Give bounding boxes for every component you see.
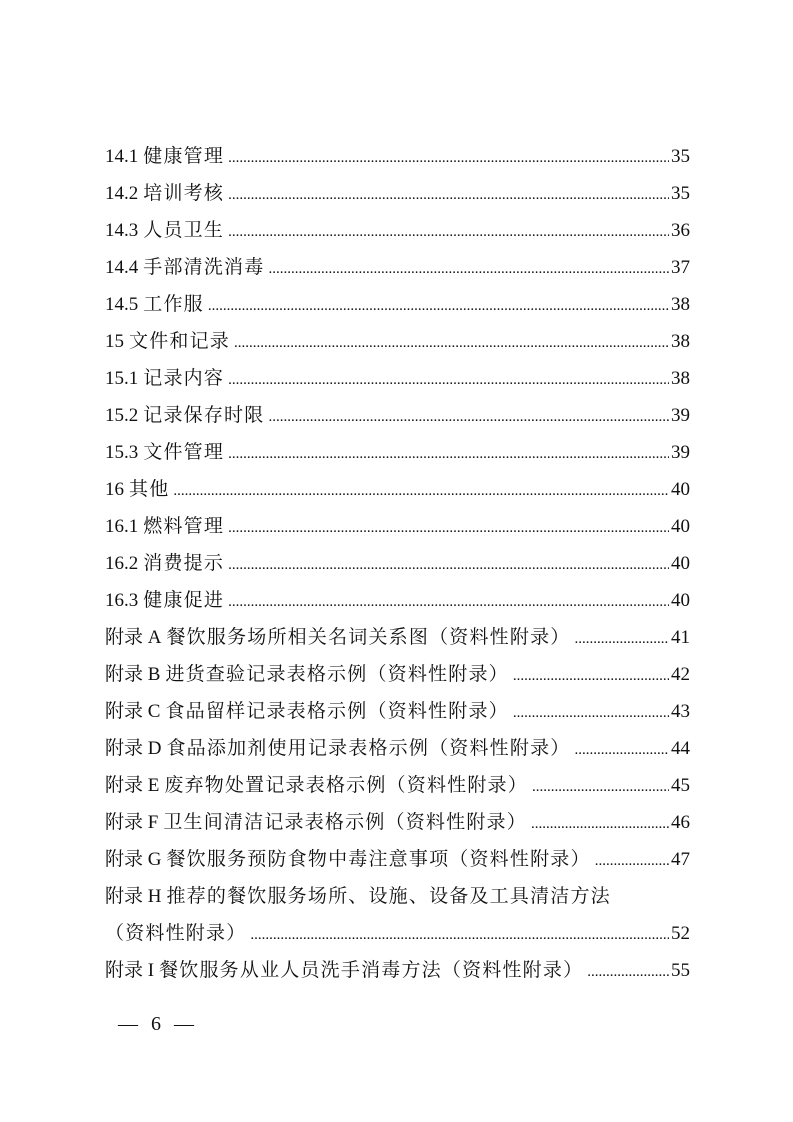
toc-entry-15-1[interactable] <box>105 360 690 397</box>
toc-entry-page: 44 <box>671 738 690 759</box>
toc-entry-page: 41 <box>671 627 690 648</box>
toc-entry-number: 附录 A <box>105 627 162 648</box>
toc-entry-appendix-h[interactable] <box>105 878 690 915</box>
toc-entry-title: 消费提示 <box>143 552 225 574</box>
dot-leader <box>173 471 669 510</box>
toc-entry-title: 手部清洗消毒 <box>143 256 265 278</box>
toc-entry-page: 37 <box>671 257 690 278</box>
toc-entry-page: 35 <box>671 146 690 167</box>
toc-entry-appendix-d[interactable] <box>105 730 690 767</box>
toc-entry-number: 附录 B <box>105 664 161 685</box>
toc-entry-15-3[interactable] <box>105 434 690 471</box>
toc-entry-appendix-i[interactable] <box>105 952 690 989</box>
toc-entry-number: 附录 C <box>105 701 161 722</box>
dot-leader <box>228 508 669 547</box>
dot-leader <box>228 582 669 621</box>
toc-entry-number: 15.1 <box>105 368 139 389</box>
toc-entry-title: 健康促进 <box>143 589 225 611</box>
toc-entry-page: 47 <box>671 849 690 870</box>
toc-entry-title: 卫生间清洁记录表格示例（资料性附录） <box>163 811 527 833</box>
toc-entry-number: 16 <box>105 479 124 500</box>
toc-entry-page: 40 <box>671 590 690 611</box>
toc-entry-16-1[interactable] <box>105 508 690 545</box>
toc-entry-title: 燃料管理 <box>143 515 225 537</box>
toc-entry-number: 14.2 <box>105 183 139 204</box>
toc-entry-title: 记录保存时限 <box>143 404 265 426</box>
toc-entry-page: 52 <box>671 923 690 944</box>
toc-entry-16-3[interactable] <box>105 582 690 619</box>
dot-leader <box>234 323 669 362</box>
toc-entry-title: 餐饮服务从业人员洗手消毒方法（资料性附录） <box>159 959 584 981</box>
dot-leader <box>228 360 669 399</box>
toc-entry-appendix-g[interactable] <box>105 841 690 878</box>
toc-entry-page: 46 <box>671 812 690 833</box>
toc-entry-number: 14.3 <box>105 220 139 241</box>
toc-entry-title: 食品添加剂使用记录表格示例（资料性附录） <box>166 737 571 759</box>
toc-entry-number: 15.2 <box>105 405 139 426</box>
toc-entry-page: 40 <box>671 516 690 537</box>
toc-entry-title: 人员卫生 <box>143 219 225 241</box>
toc-entry-number: 16.1 <box>105 516 139 537</box>
toc-entry-title: 文件和记录 <box>129 330 231 352</box>
dot-leader <box>228 175 669 214</box>
dot-leader <box>513 656 669 695</box>
toc-entry-page: 39 <box>671 405 690 426</box>
toc-entry-16-2[interactable] <box>105 545 690 582</box>
dot-leader <box>587 952 669 991</box>
dot-leader <box>228 212 669 251</box>
toc-entry-title: 工作服 <box>143 293 204 315</box>
toc-entry-number: 附录 E <box>105 775 160 796</box>
toc-entry-appendix-b[interactable] <box>105 656 690 693</box>
toc-entry-page: 43 <box>671 701 690 722</box>
toc-entry-title: 推荐的餐饮服务场所、设施、设备及工具清洁方法 <box>166 885 611 907</box>
toc-entry-number: 15 <box>105 331 124 352</box>
dot-leader <box>250 915 669 954</box>
dot-leader <box>575 730 670 769</box>
toc-entry-appendix-f[interactable] <box>105 804 690 841</box>
dot-leader <box>532 767 669 806</box>
toc-entry-number: 16.2 <box>105 553 139 574</box>
toc-entry-page: 40 <box>671 553 690 574</box>
dot-leader <box>228 434 669 473</box>
dot-leader <box>595 841 669 880</box>
toc-entry-appendix-a[interactable] <box>105 619 690 656</box>
toc-entry-page: 55 <box>671 960 690 981</box>
dot-leader <box>531 804 669 843</box>
toc-entry-number: 附录 I <box>105 960 155 981</box>
toc-entry-page: 35 <box>671 183 690 204</box>
toc-entry-15[interactable] <box>105 323 690 360</box>
toc-entry-title: 餐饮服务场所相关名词关系图（资料性附录） <box>166 626 571 648</box>
toc-entry-page: 36 <box>671 220 690 241</box>
dot-leader <box>513 693 669 732</box>
dot-leader <box>208 286 669 325</box>
dot-leader <box>228 545 669 584</box>
toc-entry-title: 健康管理 <box>143 145 225 167</box>
toc-entry-appendix-h-continued[interactable] <box>105 915 690 952</box>
dot-leader <box>575 619 670 658</box>
page-number-footer: — 6 — <box>118 1013 198 1035</box>
toc-entry-number: 16.3 <box>105 590 139 611</box>
toc-entry-number: 附录 H <box>105 886 162 907</box>
toc-entry-14-2[interactable] <box>105 175 690 212</box>
toc-entry-page: 38 <box>671 368 690 389</box>
toc-entry-14-4[interactable] <box>105 249 690 286</box>
toc-entry-page: 45 <box>671 775 690 796</box>
toc-entry-title: 食品留样记录表格示例（资料性附录） <box>165 700 509 722</box>
toc-entry-appendix-c[interactable] <box>105 693 690 730</box>
toc-entry-number: 14.1 <box>105 146 139 167</box>
dot-leader <box>268 249 669 288</box>
toc-entry-appendix-e[interactable] <box>105 767 690 804</box>
toc-entry-16[interactable] <box>105 471 690 508</box>
toc-entry-14-3[interactable] <box>105 212 690 249</box>
toc-entry-page: 42 <box>671 664 690 685</box>
table-of-contents <box>105 138 690 989</box>
toc-entry-number: 14.5 <box>105 294 139 315</box>
toc-entry-number: 附录 F <box>105 812 159 833</box>
toc-entry-page: 39 <box>671 442 690 463</box>
toc-entry-page: 40 <box>671 479 690 500</box>
toc-entry-14-1[interactable] <box>105 138 690 175</box>
toc-entry-number: 附录 D <box>105 738 162 759</box>
toc-entry-page: 38 <box>671 331 690 352</box>
dot-leader <box>228 138 669 177</box>
toc-entry-title: 进货查验记录表格示例（资料性附录） <box>165 663 509 685</box>
toc-entry-title-continued: （资料性附录） <box>105 922 247 944</box>
toc-entry-title: 文件管理 <box>143 441 225 463</box>
toc-entry-number: 14.4 <box>105 257 139 278</box>
toc-entry-title: 记录内容 <box>143 367 225 389</box>
toc-entry-title: 其他 <box>129 478 170 500</box>
toc-entry-number: 15.3 <box>105 442 139 463</box>
toc-entry-page: 38 <box>671 294 690 315</box>
toc-entry-title: 废弃物处置记录表格示例（资料性附录） <box>164 774 528 796</box>
dot-leader <box>268 397 669 436</box>
toc-entry-title: 培训考核 <box>143 182 225 204</box>
toc-entry-15-2[interactable] <box>105 397 690 434</box>
toc-entry-title: 餐饮服务预防食物中毒注意事项（资料性附录） <box>166 848 591 870</box>
toc-entry-number: 附录 G <box>105 849 162 870</box>
toc-entry-14-5[interactable] <box>105 286 690 323</box>
